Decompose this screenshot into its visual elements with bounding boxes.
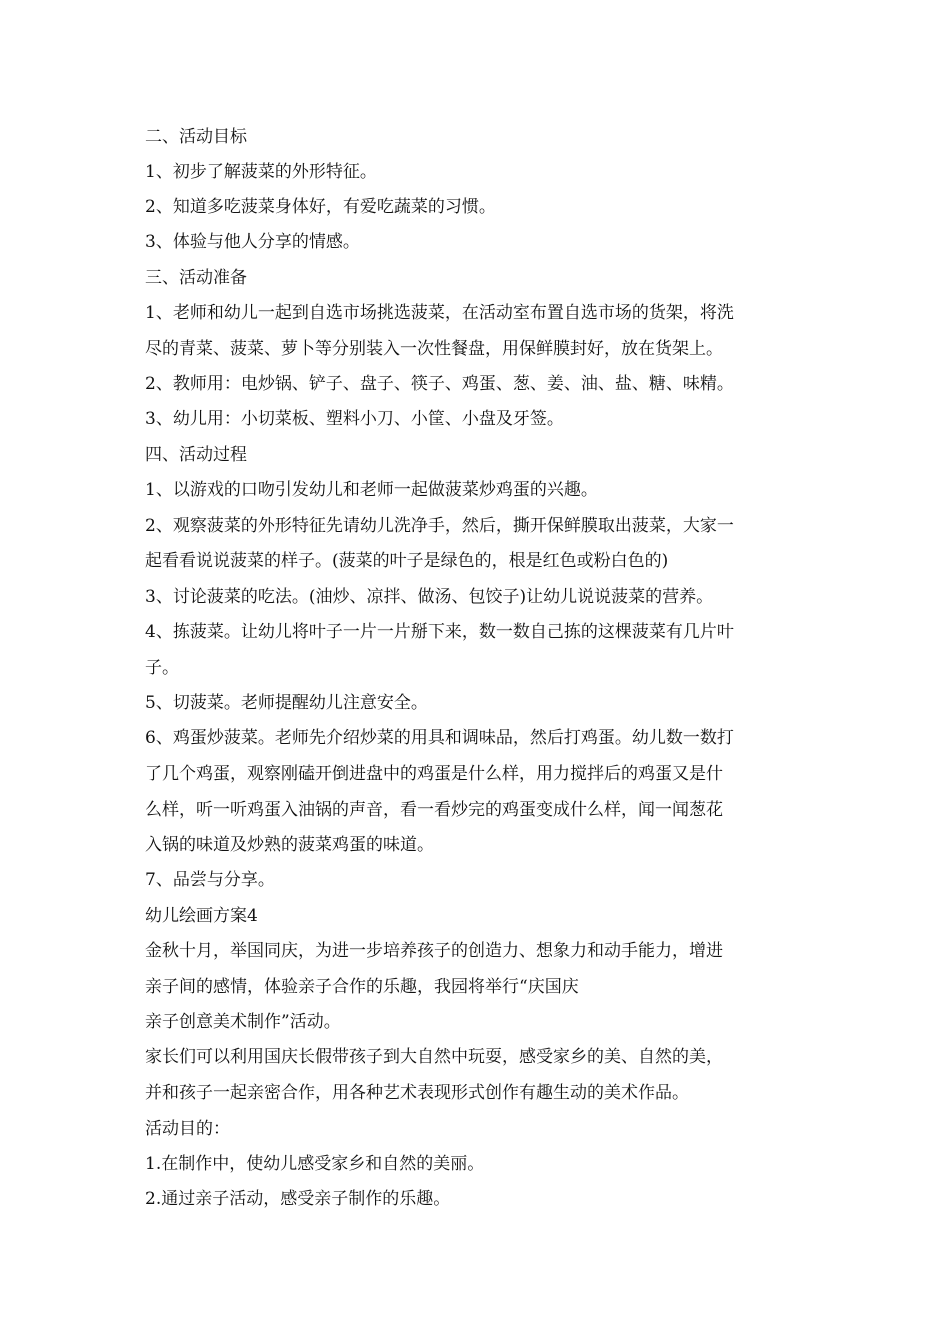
parents-para-line-2: 并和孩子一起亲密合作，用各种艺术表现形式创作有趣生动的美术作品。 bbox=[145, 1083, 689, 1103]
goal-item-2: 2、知道多吃菠菜身体好，有爱吃蔬菜的习惯。 bbox=[145, 197, 496, 217]
plan-title: 幼儿绘画方案4 bbox=[145, 906, 258, 926]
process-item-5: 5、切菠菜。老师提醒幼儿注意安全。 bbox=[145, 693, 428, 713]
prep-item-1-line-1: 1、老师和幼儿一起到自选市场挑选菠菜，在活动室布置自选市场的货架，将洗 bbox=[145, 303, 734, 323]
process-item-6-line-1: 6、鸡蛋炒菠菜。老师先介绍炒菜的用具和调味品，然后打鸡蛋。幼儿数一数打 bbox=[145, 728, 734, 748]
process-item-6-line-3: 么样，听一听鸡蛋入油锅的声音，看一看炒完的鸡蛋变成什么样，闻一闻葱花 bbox=[145, 800, 723, 820]
section-heading-process: 四、活动过程 bbox=[145, 445, 247, 465]
process-item-1: 1、以游戏的口吻引发幼儿和老师一起做菠菜炒鸡蛋的兴趣。 bbox=[145, 480, 598, 500]
process-item-3: 3、讨论菠菜的吃法。(油炒、凉拌、做汤、包饺子)让幼儿说说菠菜的营养。 bbox=[145, 587, 714, 607]
prep-item-3: 3、幼儿用：小切菜板、塑料小刀、小筐、小盘及牙签。 bbox=[145, 409, 564, 429]
purpose-item-2: 2.通过亲子活动，感受亲子制作的乐趣。 bbox=[145, 1189, 451, 1209]
purpose-item-1: 1.在制作中，使幼儿感受家乡和自然的美丽。 bbox=[145, 1154, 485, 1174]
purpose-heading: 活动目的： bbox=[145, 1119, 230, 1139]
goal-item-3: 3、体验与他人分享的情感。 bbox=[145, 232, 360, 252]
goal-item-1: 1、初步了解菠菜的外形特征。 bbox=[145, 162, 377, 182]
intro-para-line-2: 亲子间的感情，体验亲子合作的乐趣，我园将举行“庆国庆 bbox=[145, 977, 579, 997]
process-item-4-line-1: 4、拣菠菜。让幼儿将叶子一片一片掰下来，数一数自己拣的这棵菠菜有几片叶 bbox=[145, 622, 734, 642]
prep-item-2: 2、教师用：电炒锅、铲子、盘子、筷子、鸡蛋、葱、姜、油、盐、糖、味精。 bbox=[145, 374, 734, 394]
process-item-2-line-1: 2、观察菠菜的外形特征先请幼儿洗净手，然后，撕开保鲜膜取出菠菜，大家一 bbox=[145, 516, 734, 536]
process-item-6-line-4: 入锅的味道及炒熟的菠菜鸡蛋的味道。 bbox=[145, 835, 434, 855]
prep-item-1-line-2: 尽的青菜、菠菜、萝卜等分别装入一次性餐盘，用保鲜膜封好，放在货架上。 bbox=[145, 339, 723, 359]
process-item-7: 7、品尝与分享。 bbox=[145, 870, 275, 890]
process-item-6-line-2: 了几个鸡蛋，观察刚磕开倒进盘中的鸡蛋是什么样，用力搅拌后的鸡蛋又是什 bbox=[145, 764, 723, 784]
intro-para-line-3: 亲子创意美术制作”活动。 bbox=[145, 1012, 341, 1032]
intro-para-line-1: 金秋十月，举国同庆，为进一步培养孩子的创造力、想象力和动手能力，增进 bbox=[145, 941, 723, 961]
parents-para-line-1: 家长们可以利用国庆长假带孩子到大自然中玩耍，感受家乡的美、自然的美， bbox=[145, 1047, 723, 1067]
process-item-4-line-2: 子。 bbox=[145, 658, 179, 678]
section-heading-goals: 二、活动目标 bbox=[145, 127, 247, 147]
section-heading-preparation: 三、活动准备 bbox=[145, 268, 247, 288]
process-item-2-line-2: 起看看说说菠菜的样子。(菠菜的叶子是绿色的，根是红色或粉白色的) bbox=[145, 551, 669, 571]
